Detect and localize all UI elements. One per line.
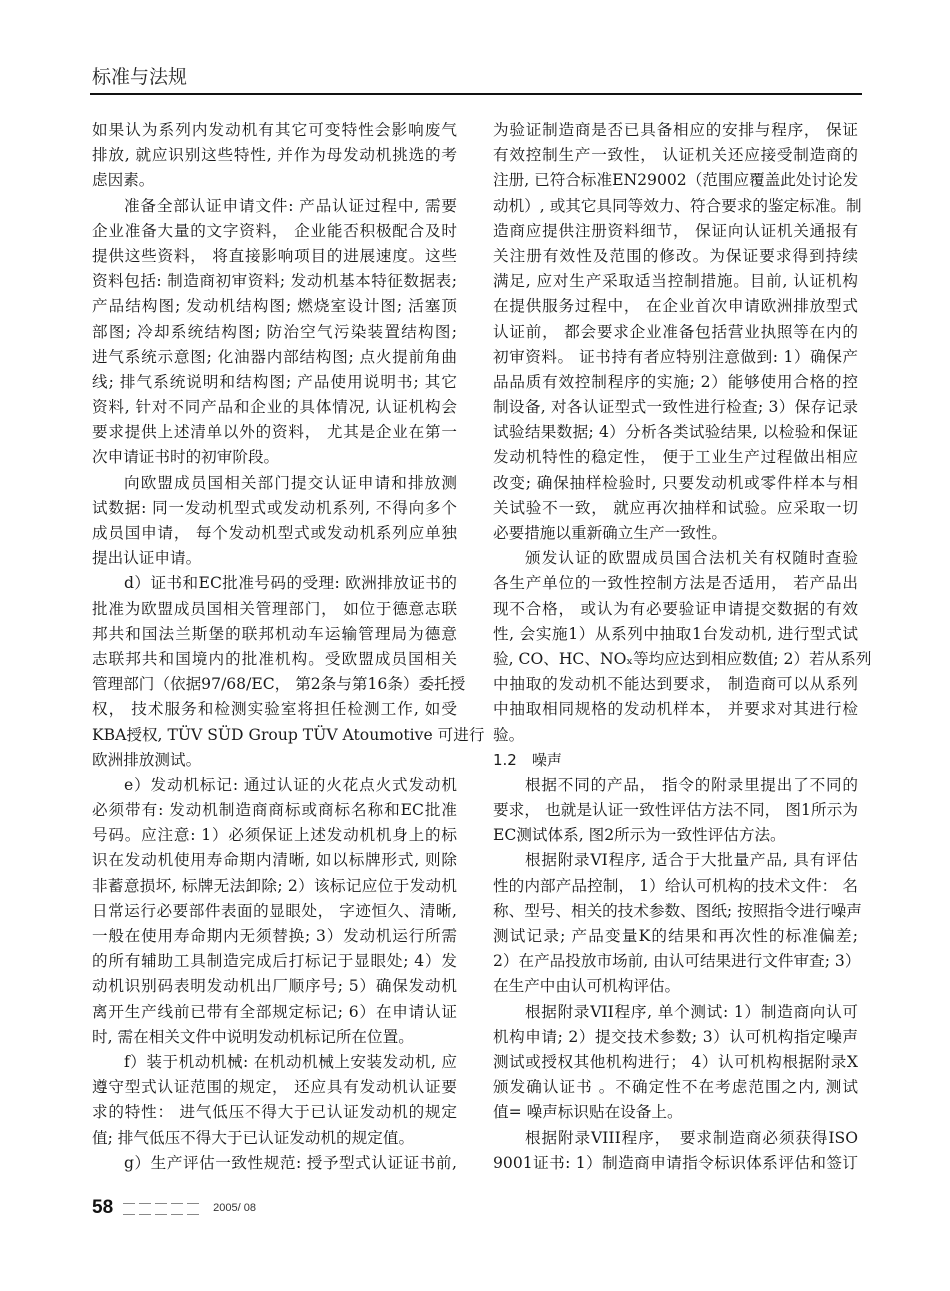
text-line: 线; 排气系统说明和结构图; 产品使用说明书; 其它 <box>92 372 457 391</box>
text-line: 关试验不一致， 就应再次抽样和试验。应采取一切 <box>493 498 858 517</box>
text-line: 成员国申请， 每个发动机型式或发动机系列应单独 <box>92 524 457 542</box>
text-line: 品品质有效控制程序的实施; 2）能够使用合格的控 <box>493 372 858 391</box>
text-line: 各生产单位的一致性控制方法是否适用， 若产品出 <box>493 574 858 593</box>
text-line: 邦共和国法兰斯堡的联邦机动车运输管理局为德意 <box>92 624 457 643</box>
text-line: 称、型号、相关的技术参数、图纸; 按照指令进行噪声 <box>493 901 862 920</box>
text-line: 颁发确认证书 。不确定性不在考虑范围之内, 测试 <box>493 1078 858 1097</box>
text-line: 日常运行必要部件表面的显眼处， 字迹恒久、清晰, <box>92 901 457 920</box>
text-line: 造商应提供注册资料细节， 保证向认证机关通报有 <box>493 221 858 240</box>
text-line: 识在发动机使用寿命期内清晰, 如以标牌形式, 则除 <box>92 851 457 870</box>
text-line: 非蓄意损坏, 标牌无法卸除; 2）该标记应位于发动机 <box>92 876 457 895</box>
text-line: 有效控制生产一致性， 认证机关还应接受制造商的 <box>493 146 858 165</box>
text-line: 时, 需在相关文件中说明发动机标记所在位置。 <box>92 1027 414 1046</box>
paragraph <box>92 571 485 773</box>
text-line: 改变; 确保抽样检验时, 只要发动机或零件样本与相 <box>493 473 858 492</box>
text-line: 产品结构图; 发动机结构图; 燃烧室设计图; 活塞顶 <box>92 297 457 316</box>
text-line: 测试或授权其他机构进行； 4）认可机构根据附录X <box>493 1052 858 1071</box>
text-line: 资料包括: 制造商初审资料; 发动机基本特征数据表; <box>92 272 457 291</box>
text-line: 现不合格， 或认为有必要验证申请提交数据的有效 <box>493 599 858 618</box>
text-line: 部图; 冷却系统结构图; 防治空气污染装置结构图; <box>92 322 457 341</box>
text-line: 值; 排气低压不得大于已认证发动机的规定值。 <box>92 1128 415 1147</box>
text-line: 根据不同的产品， 指令的附录里提出了不同的 <box>525 775 858 794</box>
heading-text: 1.2 噪声 <box>493 750 562 769</box>
text-line: 验。 <box>493 725 525 744</box>
text-line: f）装于机动机械: 在机动机械上安装发动机, 应 <box>124 1052 457 1071</box>
text-line: 在生产中由认可机构评估。 <box>493 977 681 996</box>
paragraph <box>92 118 457 194</box>
text-line: 机构申请; 2）提交技术参数; 3）认可机构指定噪声 <box>493 1027 858 1046</box>
text-line: 必须带有: 发动机制造商商标或商标名称和EC批准 <box>92 801 457 820</box>
text-line: 提出认证申请。 <box>92 549 202 568</box>
text-line: 准备全部认证申请文件: 产品认证过程中, 需要 <box>124 196 457 215</box>
text-line: 性的内部产品控制， 1）给认可机构的技术文件： 名 <box>493 876 858 895</box>
text-line: 颁发认证的欧盟成员国合法机关有权随时查验 <box>525 549 858 568</box>
text-line: 9001证书: 1）制造商申请指令标识体系评估和签订 <box>493 1153 858 1172</box>
text-line: 2）在产品投放市场前, 由认可结果进行文件审查; 3） <box>493 952 861 971</box>
text-line: d）证书和EC批准号码的受理: 欧洲排放证书的 <box>124 574 457 593</box>
text-line: 进气系统示意图; 化油器内部结构图; 点火提前角曲 <box>92 347 457 366</box>
paragraph <box>493 848 862 999</box>
text-line: 中抽取的发动机不能达到要求， 制造商可以从系列 <box>493 675 858 694</box>
text-line: 排放, 就应识别这些特性, 并作为母发动机挑选的考 <box>92 146 457 165</box>
header-rule <box>90 93 862 95</box>
text-line: 关注册有效性及范围的修改。为保证要求得到持续 <box>493 246 858 265</box>
issue-date: 2005/ 08 <box>213 1202 256 1214</box>
paragraph <box>493 1126 858 1176</box>
section-title: 标准与法规 <box>92 66 188 88</box>
page-number: 58 <box>92 1197 114 1218</box>
text-line: 批准为欧盟成员国相关管理部门， 如位于德意志联 <box>92 599 457 618</box>
text-line: EC测试体系, 图2所示为一致性评估方法。 <box>493 826 786 845</box>
text-line: 提供这些资料， 将直接影响项目的进展速度。这些 <box>92 246 457 265</box>
text-line: 注册, 已符合标准EN29002（范围应覆盖此处讨论发 <box>493 171 859 190</box>
text-line: 要求， 也就是认证一致性评估方法不同， 图1所示为 <box>493 801 858 820</box>
text-line: 性, 会实施1）从系列中抽取1台发动机, 进行型式试 <box>493 624 858 643</box>
text-line: 管理部门（依据97/68/EC， 第2条与第16条）委托授 <box>92 675 466 694</box>
text-line: 离开生产线前已带有全部规定标记; 6）在申请认证 <box>92 1002 457 1021</box>
text-line: 为验证制造商是否已具备相应的安排与程序， 保证 <box>493 121 858 139</box>
page-footer <box>92 1197 256 1219</box>
text-line: 号码。应注意: 1）必须保证上述发动机机身上的标 <box>92 826 457 845</box>
text-line: 向欧盟成员国相关部门提交认证申请和排放测 <box>124 473 457 492</box>
text-line: 制设备, 对各认证型式一致性进行检查; 3）保存记录 <box>493 398 858 417</box>
paragraph <box>493 1000 858 1126</box>
text-line: 求的特性： 进气低压不得大于已认证发动机的规定 <box>92 1103 457 1122</box>
text-line: 值= 噪声标识贴在设备上。 <box>493 1103 683 1122</box>
left-column <box>92 118 485 1176</box>
text-line: 根据附录VII程序, 单个测试: 1）制造商向认可 <box>525 1002 858 1021</box>
text-line: 次申请证书时的初审阶段。 <box>92 448 280 467</box>
text-line: 虑因素。 <box>92 171 155 190</box>
paragraph <box>493 546 872 748</box>
text-line: 在提供服务过程中， 在企业首次申请欧洲排放型式 <box>493 297 858 316</box>
text-line: 必要措施以重新确立生产一致性。 <box>493 524 727 542</box>
text-line: 认证前， 都会要求企业准备包括营业执照等在内的 <box>493 322 858 341</box>
text-line: 发动机特性的稳定性， 便于工业生产过程做出相应 <box>493 448 858 467</box>
paragraph <box>92 1050 457 1151</box>
paragraph <box>493 118 862 546</box>
text-line: 根据附录VIII程序， 要求制造商必须获得ISO <box>525 1128 858 1147</box>
text-line: 要求提供上述清单以外的资料， 尤其是企业在第一 <box>92 423 457 442</box>
text-line: 试验结果数据; 4）分析各类试验结果, 以检验和保证 <box>493 423 858 442</box>
text-line: 权， 技术服务和检测实验室将担任检测工作, 如受 <box>92 700 457 719</box>
paragraph <box>92 194 457 471</box>
text-line: 动机识别码表明发动机出厂顺序号; 5）确保发动机 <box>92 977 457 996</box>
paragraph <box>92 471 457 572</box>
text-line: 根据附录VI程序, 适合于大批量产品, 具有评估 <box>525 851 858 870</box>
text-line: 志联邦共和国境内的批准机构。受欧盟成员国相关 <box>92 649 457 668</box>
text-line: e）发动机标记: 通过认证的火花点火式发动机 <box>124 775 457 794</box>
text-line: 企业准备大量的文字资料， 企业能否积极配合及时 <box>92 221 457 240</box>
text-line: KBA授权, TÜV SÜD Group TÜV Atoumotive 可进行 <box>92 725 485 744</box>
text-line: 资料, 针对不同产品和企业的具体情况, 认证机构会 <box>92 398 457 417</box>
section-heading <box>493 748 858 773</box>
text-line: 验, CO、HC、NOₓ等均应达到相应数值; 2）若从系列 <box>493 649 872 668</box>
text-line: 一般在使用寿命期内无须替换; 3）发动机运行所需 <box>92 927 457 945</box>
text-line: g）生产评估一致性规范: 授予型式认证证书前, <box>124 1153 457 1172</box>
text-line: 欧洲排放测试。 <box>92 750 202 769</box>
text-line: 的所有辅助工具制造完成后打标记于显眼处; 4）发 <box>92 952 457 971</box>
text-line: 中抽取相同规格的发动机样本， 并要求对其进行检 <box>493 700 858 719</box>
text-line: 初审资料。 证书持有者应特别注意做到: 1）确保产 <box>493 347 858 366</box>
paragraph <box>493 773 858 849</box>
text-line: 试数据: 同一发动机型式或发动机系列, 不得向多个 <box>92 498 457 517</box>
text-line: 动机）, 或其它具同等效力、符合要求的鉴定标准。制 <box>493 196 862 215</box>
text-line: 测试记录; 产品变量K的结果和再次性的标准偏差; <box>493 927 858 945</box>
paragraph <box>92 773 457 1050</box>
text-line: 遵守型式认证范围的规定， 还应具有发动机认证要 <box>92 1078 457 1097</box>
paragraph <box>92 1151 457 1176</box>
text-line: 如果认为系列内发动机有其它可变特性会影响废气 <box>92 121 457 139</box>
text-line: 满足, 应对生产采取适当控制措施。目前, 认证机构 <box>493 272 858 291</box>
journal-logo <box>123 1202 203 1214</box>
right-column <box>493 118 872 1176</box>
